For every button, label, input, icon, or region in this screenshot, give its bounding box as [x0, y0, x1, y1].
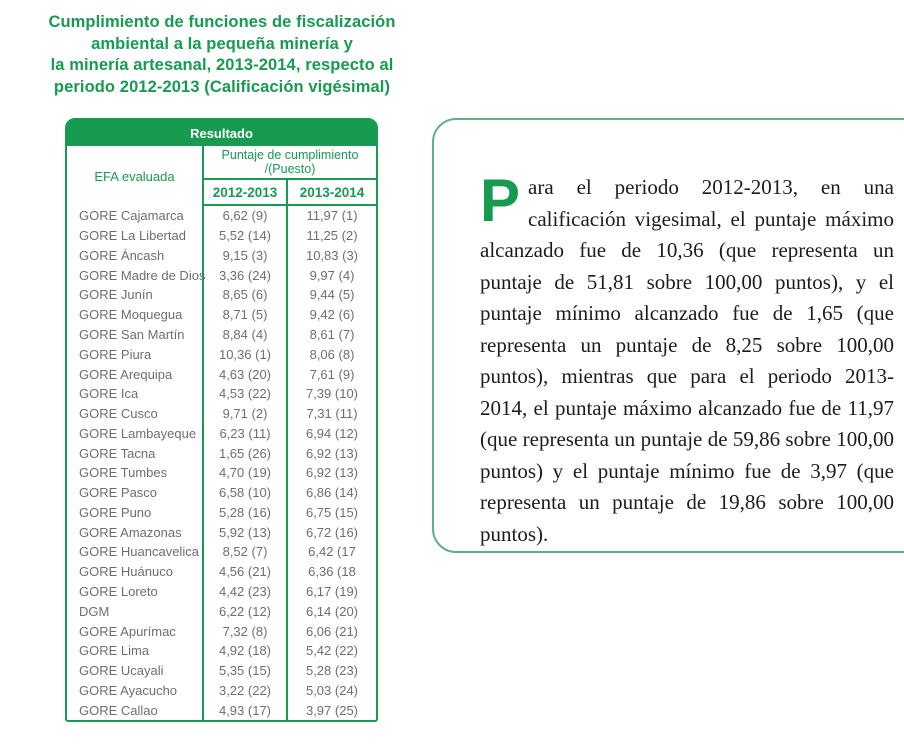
summary-callout-box	[432, 118, 904, 553]
score-2013-2014-cell: 6,72 (16)	[286, 522, 376, 542]
score-2013-2014-cell: 7,39 (10)	[286, 384, 376, 404]
efa-name-cell: GORE Lima	[67, 641, 204, 661]
efa-name-cell: GORE Callao	[67, 700, 204, 720]
figure-title	[40, 12, 404, 98]
summary-paragraph	[480, 167, 894, 550]
score-2013-2014-cell: 9,44 (5)	[286, 285, 376, 305]
score-2013-2014-cell: 6,86 (14)	[286, 483, 376, 503]
column-header-efa: EFA evaluada	[67, 146, 204, 206]
score-2012-2013-cell: 4,93 (17)	[218, 702, 272, 718]
score-2012-2013-cell: 6,58 (10)	[218, 485, 272, 501]
efa-name-cell: DGM	[67, 601, 204, 621]
column-header-puntaje	[204, 146, 376, 180]
efa-name-cell: GORE Huancavelica	[67, 542, 204, 562]
efa-name-cell: GORE Puno	[67, 503, 204, 523]
summary-paragraph-text: ara el periodo 2012-2013, en una calificación vigesimal, el puntaje máximo alcanzado fue de 10,36 (que representa un puntaje de 51,81 sobre 100,00 puntos), y el puntaje mínimo alcanzado fue de 1,65 (que representa un puntaje de 8,25 sobre 100,00 puntos), mientras que para el periodo 2013-2014, el puntaje máximo alcanzado fue de 11,97 (que representa un puntaje de 59,86 sobre 100,00 puntos) y el puntaje mínimo fue de 3,97 (que representa un puntaje de 19,86 sobre 100,00 puntos).	[480, 175, 894, 546]
score-2013-2014-cell: 9,97 (4)	[286, 265, 376, 285]
efa-name-cell: GORE Loreto	[67, 582, 204, 602]
efa-name-cell: GORE Lambayeque	[67, 423, 204, 443]
score-2013-2014-cell: 6,92 (13)	[286, 463, 376, 483]
table-grid	[67, 146, 376, 720]
efa-name-cell: GORE Cajamarca	[67, 206, 204, 226]
column-header-puntaje-line2: /(Puesto)	[264, 162, 316, 176]
score-2013-2014-cell: 6,36 (18	[286, 562, 376, 582]
score-2013-2014-cell: 6,94 (12)	[286, 423, 376, 443]
score-2013-2014-cell: 5,03 (24)	[286, 680, 376, 700]
efa-name-cell: GORE Cusco	[67, 404, 204, 424]
score-2012-2013-cell: 5,92 (13)	[218, 524, 272, 540]
score-2013-2014-cell: 10,83 (3)	[286, 246, 376, 266]
score-2013-2014-cell: 3,97 (25)	[286, 700, 376, 720]
score-2013-2014-cell: 8,06 (8)	[286, 344, 376, 364]
score-2012-2013-cell: 4,53 (22)	[218, 386, 272, 402]
efa-name-cell: GORE Ayacucho	[67, 680, 204, 700]
score-2013-2014-cell: 5,28 (23)	[286, 661, 376, 681]
score-2013-2014-cell: 5,42 (22)	[286, 641, 376, 661]
score-2012-2013-cell: 5,52 (14)	[218, 228, 272, 244]
score-2012-2013-cell: 1,65 (26)	[218, 445, 272, 461]
score-2012-2013-cell: 9,71 (2)	[222, 406, 268, 422]
score-2013-2014-cell: 8,61 (7)	[286, 325, 376, 345]
score-2012-2013-cell: 4,70 (19)	[218, 465, 272, 481]
column-header-puntaje-line1: Puntaje de cumplimiento	[221, 147, 359, 162]
score-2013-2014-cell: 6,14 (20)	[286, 601, 376, 621]
score-2012-2013-cell: 6,62 (9)	[222, 208, 268, 224]
figure-title-line: la minería artesanal, 2013-2014, respecto al	[50, 56, 394, 74]
efa-name-cell: GORE Junín	[67, 285, 204, 305]
efa-name-cell: GORE Apurímac	[67, 621, 204, 641]
efa-name-cell: GORE San Martín	[67, 325, 204, 345]
figure-title-line: ambiental a la pequeña minería y	[91, 34, 353, 53]
score-2012-2013-cell: 3,22 (22)	[218, 682, 272, 698]
efa-name-cell: GORE Amazonas	[67, 522, 204, 542]
score-2012-2013-cell: 9,15 (3)	[222, 247, 268, 263]
efa-name-cell: GORE La Libertad	[67, 226, 204, 246]
score-2013-2014-cell: 6,17 (19)	[286, 582, 376, 602]
score-2012-2013-cell: 8,65 (6)	[222, 287, 268, 303]
efa-name-cell: GORE Tacna	[67, 443, 204, 463]
score-2013-2014-cell: 11,97 (1)	[286, 206, 376, 226]
score-2012-2013-cell: 8,52 (7)	[222, 544, 268, 560]
score-2012-2013-cell: 6,23 (11)	[219, 425, 271, 441]
score-2012-2013-cell: 4,56 (21)	[218, 564, 272, 580]
score-2013-2014-cell: 9,42 (6)	[286, 305, 376, 325]
score-2012-2013-cell: 5,28 (16)	[218, 504, 272, 520]
efa-name-cell: GORE Madre de Dios	[67, 265, 204, 285]
efa-name-cell: GORE Moquegua	[67, 305, 204, 325]
figure-title-line: Cumplimiento de funciones de fiscalización	[48, 13, 396, 31]
efa-name-cell: GORE Ucayali	[67, 661, 204, 681]
score-2012-2013-cell: 4,92 (18)	[218, 643, 272, 659]
score-2013-2014-cell: 11,25 (2)	[286, 226, 376, 246]
efa-name-cell: GORE Huánuco	[67, 562, 204, 582]
results-table	[65, 118, 378, 722]
column-header-2013-2014: 2013-2014	[286, 180, 376, 206]
column-header-2012-2013: 2012-2013	[204, 180, 286, 206]
efa-name-cell: GORE Pasco	[67, 483, 204, 503]
efa-name-cell: GORE Piura	[67, 344, 204, 364]
efa-name-cell: GORE Tumbes	[67, 463, 204, 483]
dropcap-letter: P	[480, 167, 521, 234]
score-2012-2013-cell: 3,36 (24)	[218, 267, 272, 283]
score-2012-2013-cell: 4,63 (20)	[218, 366, 272, 382]
figure-title-line: periodo 2012-2013 (Calificación vigésimal)	[53, 77, 391, 96]
score-2012-2013-cell: 8,71 (5)	[222, 307, 268, 323]
score-2013-2014-cell: 6,92 (13)	[286, 443, 376, 463]
score-2012-2013-cell: 8,84 (4)	[222, 326, 268, 342]
score-2012-2013-cell: 6,22 (12)	[218, 603, 272, 619]
score-2012-2013-cell: 4,42 (23)	[218, 583, 272, 599]
efa-name-cell: GORE Áncash	[67, 246, 204, 266]
score-2012-2013-cell: 7,32 (8)	[222, 623, 268, 639]
score-2012-2013-cell: 5,35 (15)	[218, 663, 272, 679]
table-header-resultado: Resultado	[67, 120, 376, 146]
efa-name-cell: GORE Arequipa	[67, 364, 204, 384]
score-2012-2013-cell: 10,36 (1)	[218, 346, 272, 362]
score-2013-2014-cell: 7,31 (11)	[286, 404, 376, 424]
score-2013-2014-cell: 6,42 (17	[286, 542, 376, 562]
score-2013-2014-cell: 7,61 (9)	[286, 364, 376, 384]
efa-name-cell: GORE Ica	[67, 384, 204, 404]
score-2013-2014-cell: 6,75 (15)	[286, 503, 376, 523]
score-2013-2014-cell: 6,06 (21)	[286, 621, 376, 641]
